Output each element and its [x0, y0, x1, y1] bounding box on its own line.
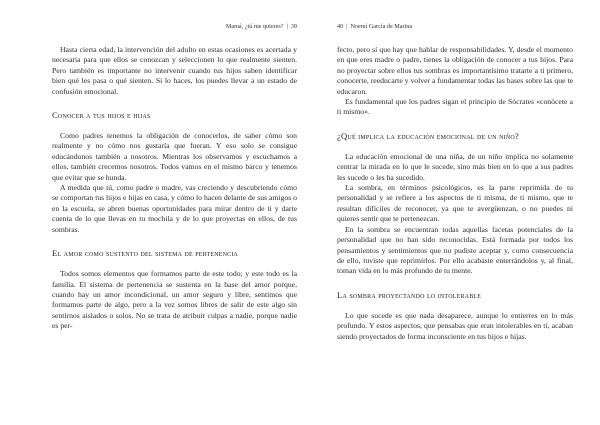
paragraph: La sombra, en términos psicológicos, es la parte reprimida de tu personalidad y se refiere a los aspectos de ti misma, de ti mismo, que te resultan difíciles de reconocer, ya que te avergüenzan, o no puedes ni quieres sentir que te pertenezcan. — [337, 183, 573, 224]
paragraph: Lo que sucede es que nada desaparece, aunque lo entierres en lo más profundo. Y estos aspectos, que pensabas que eran intolerables en ti, acaban siendo proyectados de forma inconsciente en tus hijos e hijas. — [337, 310, 573, 341]
page-number: 39 — [290, 23, 297, 30]
section-heading: La sombra proyectando lo intolerable — [337, 289, 482, 300]
paragraph: Es fundamental que los padres sigan el principio de Sócrates «conócete a ti mismo». — [337, 97, 573, 117]
left-running-header — [226, 23, 297, 30]
paragraph: Todos somos elementos que formamos parte de este todo; y este todo es la familia. El sistema de pertenencia se sustenta en la base del amor porque, cuando hay un amor incondicional, un amor seguro y libre, sentimos que formamos parte de algo, pero a la vez somos libres de salir de este algo sin sentirnos aislados o solos. No se trata de atribuir culpas a nadie, porque nadie es per- — [52, 269, 297, 331]
book-title: Mamá, ¿tú me quieres? — [225, 23, 284, 30]
left-page-body — [52, 45, 297, 332]
page-number: 40 — [337, 23, 344, 30]
paragraph: A medida que tú, como padre o madre, vas creciendo y descubriendo cómo se comportan tus hijos e hijas en casa, y cómo lo hacen delante de sus amigos o en la escuela, se abren buenas oportunidades para mirar dentro de ti y darte cuenta de lo que llevas en tu mochila y de lo que proyectas en ellos, de tus sombras. — [52, 183, 297, 234]
header-separator: | — [286, 23, 288, 30]
section-heading: ¿Qué implica la educación emocional de un niño? — [337, 130, 519, 141]
paragraph: La educación emocional de una niña, de un niño implica no solamente centrar la mirada en lo que le sucede, sino más bien en lo que a sus padres les sucede o les ha sucedido. — [337, 151, 573, 182]
paragraph: Hasta cierta edad, la intervención del adulto en estas ocasiones es acertada y necesaria para que ellos se conozcan y seleccionen lo que realmente sienten. Pero también es importante no intervenir cuando tus hijos saben identificar bien qué les pasa o qué sienten. Si lo haces, los puedes llevar a un estado de confusión emocional. — [52, 45, 297, 96]
paragraph: En la sombra se encuentran todas aquellas facetas potenciales de la personalidad que no han sido reconocidas. Está formada por todos los pensamientos y sentimientos que no pudiste aceptar y, como consecuencia de ello, tuviste que reprimirlos. Por ello acabaste enterrándolos y, al final, toman vida en lo más profundo de tu mente. — [337, 224, 573, 276]
paragraph: fecto, pero sí que hay que hablar de responsabilidades. Y, desde el momento en que eres madre o padre, tienes la obligación de conocer a tus hijos. Para no proyectar sobre ellos tus sombras es importantísimo tratarte a ti primero, conocerte, reeducarte y volver a fundamentar todas las bases sobre las que te educaron. — [337, 45, 573, 96]
author-name: Noemí García de Marina — [350, 23, 413, 30]
right-page-body — [337, 45, 573, 342]
section-heading: Conocer a tus hijos e hijas — [52, 110, 151, 121]
right-running-header — [337, 23, 412, 30]
section-heading: El amor como sustento del sistema de pertenencia — [52, 248, 239, 259]
header-separator: | — [346, 23, 348, 30]
paragraph: Como padres tenemos la obligación de conocerlos, de saber cómo son realmente y no cómo nos gustaría que fueran. Y eso solo se consigue educándonos también a nosotros. Mientras los observamos y escuchamos a ellos, también crecemos nosotros. Todos vamos en el mismo barco y tenemos que evitar que se hunda. — [52, 131, 297, 182]
